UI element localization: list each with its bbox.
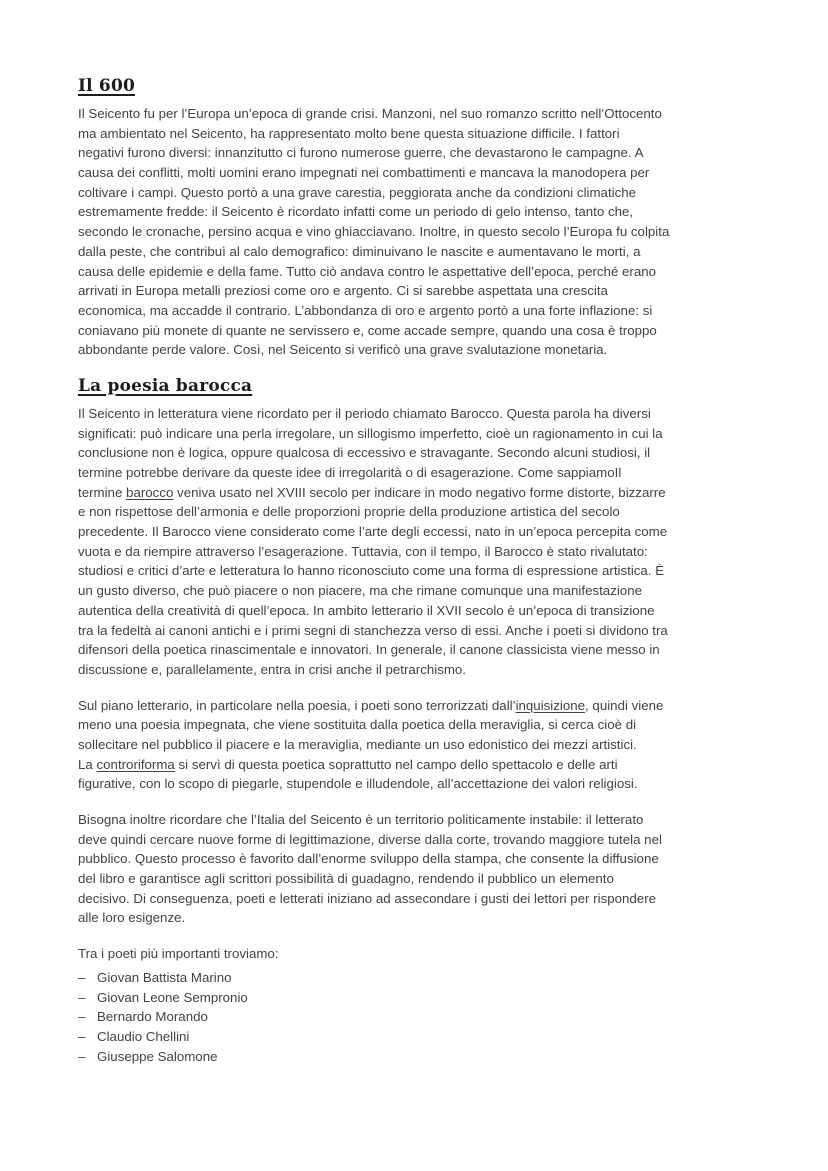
list-dash: – bbox=[78, 969, 86, 985]
paragraph bbox=[78, 944, 768, 964]
text-segment: negativi furono diversi: innanzitutto ci furono numerose guerre, che devastarono le campagne. A bbox=[78, 145, 644, 161]
text-segment: autentica della creatività di quell’epoca. In ambito letterario il XVII secolo è un’epoca di transizione bbox=[78, 602, 655, 618]
text-segment: Tra i poeti più importanti troviamo: bbox=[78, 946, 279, 962]
text-segment: studiosi e critici d’arte e letteratura lo hanno riconosciuto come una forma di espressione artistica. È bbox=[78, 563, 665, 579]
text-line bbox=[78, 301, 768, 321]
paragraph bbox=[78, 696, 768, 794]
text-segment: ma ambientato nel Seicento, ha rappresentato molto bene questa situazione difficile. I fattori bbox=[78, 125, 620, 141]
text-segment: sollecitare nel pubblico il piacere e la meraviglia, mediante un uso edonistico dei mezzi artistici. bbox=[78, 736, 637, 752]
text-line bbox=[78, 755, 768, 775]
text-line bbox=[78, 522, 768, 542]
text-line bbox=[78, 889, 768, 909]
text-segment: , quindi viene bbox=[585, 697, 664, 713]
document-content bbox=[78, 76, 768, 1066]
text-line bbox=[78, 202, 768, 222]
text-segment: causa delle epidemie e della fame. Tutto ciò andava contro le aspettative dell’epoca, perché erano bbox=[78, 263, 657, 279]
list-item-text: Giovan Battista Marino bbox=[97, 969, 232, 985]
text-segment: tra la fedeltà ai canoni antichi e i primi segni di stanchezza verso di essi. Anche i poeti si dividono tra bbox=[78, 622, 668, 638]
list-dash: – bbox=[78, 1009, 86, 1025]
text-segment: significati: può indicare una perla irregolare, un sillogismo imperfetto, cioè un ragionamento in cui la bbox=[78, 425, 663, 441]
text-line bbox=[78, 849, 768, 869]
list-item bbox=[78, 1007, 768, 1027]
text-line bbox=[78, 321, 768, 341]
text-line bbox=[78, 660, 768, 680]
list-item bbox=[78, 968, 768, 988]
text-line bbox=[78, 404, 768, 424]
text-segment: coltivare i campi. Questo portò a una grave carestia, peggiorata anche da condizioni climatiche bbox=[78, 184, 637, 200]
text-segment: un gusto diverso, che può piacere o non piacere, ma che rimane comunque una manifestazione bbox=[78, 583, 642, 599]
list-item-text: Claudio Chellini bbox=[97, 1028, 190, 1044]
text-segment: conclusione non è logica, oppure qualcosa di eccessivo e stravagante. Secondo alcuni studiosi, il bbox=[78, 445, 651, 461]
text-line bbox=[78, 542, 768, 562]
text-segment: coniavano più monete di quante ne servissero e, come accade sempre, quando una cosa è troppo bbox=[78, 322, 657, 338]
text-line bbox=[78, 696, 768, 716]
text-segment: estremamente fredde: il Seicento è ricordato infatti come un periodo di gelo intenso, tanto che, bbox=[78, 204, 634, 220]
section-heading: Il 600 bbox=[78, 76, 136, 96]
text-segment: figurative, con lo scopo di piegarle, stupendole e illudendole, all’accettazione dei valori religiosi. bbox=[78, 776, 638, 792]
section-heading: La poesia barocca bbox=[78, 375, 253, 396]
text-line bbox=[78, 869, 768, 889]
text-segment: vuota e da riempire attraverso l’esagerazione. Tuttavia, con il tempo, il Barocco è stato rivalutato: bbox=[78, 543, 648, 559]
text-segment: difensori della poetica rinascimentale e innovatori. In generale, il canone classicista viene messo in bbox=[78, 642, 660, 658]
text-line bbox=[78, 561, 768, 581]
text-line bbox=[78, 810, 768, 830]
text-line bbox=[78, 340, 768, 360]
text-line bbox=[78, 222, 768, 242]
text-segment: precedente. Il Barocco viene considerato come l’arte degli eccessi, nato in un’epoca percepita come bbox=[78, 524, 668, 540]
text-line bbox=[78, 124, 768, 144]
list-item bbox=[78, 1027, 768, 1047]
list-item bbox=[78, 988, 768, 1008]
list-dash: – bbox=[78, 1028, 86, 1044]
text-line bbox=[78, 774, 768, 794]
text-segment: pubblico. Questo processo è favorito dall’enorme sviluppo della stampa, che consente la diffusione bbox=[78, 851, 659, 867]
underlined-term: barocco bbox=[126, 484, 174, 500]
text-segment: si servì di questa poetica soprattutto nel campo dello spettacolo e delle arti bbox=[174, 756, 618, 772]
text-segment: decisivo. Di conseguenza, poeti e letterati iniziano ad assecondare i gusti dei lettori per rispondere bbox=[78, 890, 657, 906]
text-line bbox=[78, 281, 768, 301]
list-item-text: Giuseppe Salomone bbox=[97, 1048, 218, 1064]
list-item-text: Giovan Leone Sempronio bbox=[97, 989, 248, 1005]
text-line bbox=[78, 262, 768, 282]
text-segment: abbondante perde valore. Così, nel Seicento si verificò una grave svalutazione monetaria. bbox=[78, 342, 608, 358]
text-line bbox=[78, 735, 768, 755]
text-segment: termine bbox=[78, 484, 127, 500]
text-segment: meno una poesia impegnata, che viene sostituita dalla poetica della meraviglia, si cerca cioè di bbox=[78, 717, 637, 733]
underlined-term: controriforma bbox=[96, 756, 175, 772]
text-segment: deve quindi cercare nuove forme di legittimazione, diverse dalla corte, trovando maggiore tutela nel bbox=[78, 831, 662, 847]
list-item-text: Bernardo Morando bbox=[97, 1009, 208, 1025]
text-segment: secondo le cronache, persino acqua e vino ghiacciavano. Inoltre, in questo secolo l’Europa fu colpita bbox=[78, 224, 670, 240]
text-line bbox=[78, 908, 768, 928]
text-line bbox=[78, 830, 768, 850]
text-line bbox=[78, 944, 768, 964]
list-dash: – bbox=[78, 1048, 86, 1064]
text-line bbox=[78, 581, 768, 601]
text-segment: e non rispettose dell’armonia e delle proporzioni proprie della produzione artistica del secolo bbox=[78, 504, 620, 520]
text-segment: termine potrebbe derivare da queste idee di irregolarità o di esagerazione. Come sappiamoIl bbox=[78, 465, 622, 480]
text-line bbox=[78, 183, 768, 203]
text-segment: alle loro esigenze. bbox=[78, 910, 186, 926]
text-segment: discussione e, parallelamente, entra in crisi anche il petrarchismo. bbox=[78, 661, 467, 677]
paragraph bbox=[78, 104, 768, 360]
text-line bbox=[78, 715, 768, 735]
text-line bbox=[78, 483, 768, 503]
text-line bbox=[78, 104, 768, 124]
text-line bbox=[78, 163, 768, 183]
text-segment: arrivati in Europa metalli preziosi come oro e argento. Ci si sarebbe aspettata una crescita bbox=[78, 283, 608, 299]
text-segment: del libro e garantisce agli scrittori possibilità di guadagno, rendendo il pubblico un elemento bbox=[78, 871, 614, 887]
text-segment: Il Seicento in letteratura viene ricordato per il periodo chiamato Barocco. Questa parola ha diversi bbox=[78, 405, 651, 421]
text-segment: Il Seicento fu per l’Europa un’epoca di grande crisi. Manzoni, nel suo romanzo scritto nell’Ottocento bbox=[78, 106, 662, 121]
text-segment: La bbox=[78, 756, 97, 772]
text-segment: Bisogna inoltre ricordare che l’Italia del Seicento è un territorio politicamente instabile: il letterato bbox=[78, 812, 644, 827]
text-line bbox=[78, 463, 768, 483]
text-segment: economica, ma accadde il contrario. L’abbondanza di oro e argento portò a una forte inflazione: si bbox=[78, 302, 653, 318]
text-segment: Sul piano letterario, in particolare nella poesia, i poeti sono terrorizzati dall’ bbox=[78, 697, 516, 713]
text-line bbox=[78, 443, 768, 463]
text-line bbox=[78, 502, 768, 522]
underlined-term: inquisizione bbox=[515, 697, 586, 713]
text-segment: veniva usato nel XVIII secolo per indicare in modo negativo forme distorte, bizzarre bbox=[173, 484, 666, 500]
text-line bbox=[78, 424, 768, 444]
list-dash: – bbox=[78, 989, 86, 1005]
text-line bbox=[78, 640, 768, 660]
text-line bbox=[78, 601, 768, 621]
list-item bbox=[78, 1047, 768, 1067]
text-segment: causa dei conflitti, molti uomini erano impegnati nei combattimenti e mancava la manodopera per bbox=[78, 165, 650, 181]
poets-list bbox=[78, 968, 768, 1066]
text-line bbox=[78, 242, 768, 262]
text-line bbox=[78, 621, 768, 641]
text-line bbox=[78, 143, 768, 163]
paragraph bbox=[78, 810, 768, 928]
paragraph bbox=[78, 404, 768, 680]
text-segment: dalla peste, che contribuì al calo demografico: diminuivano le nascite e aumentavano le morti, a bbox=[78, 243, 641, 259]
